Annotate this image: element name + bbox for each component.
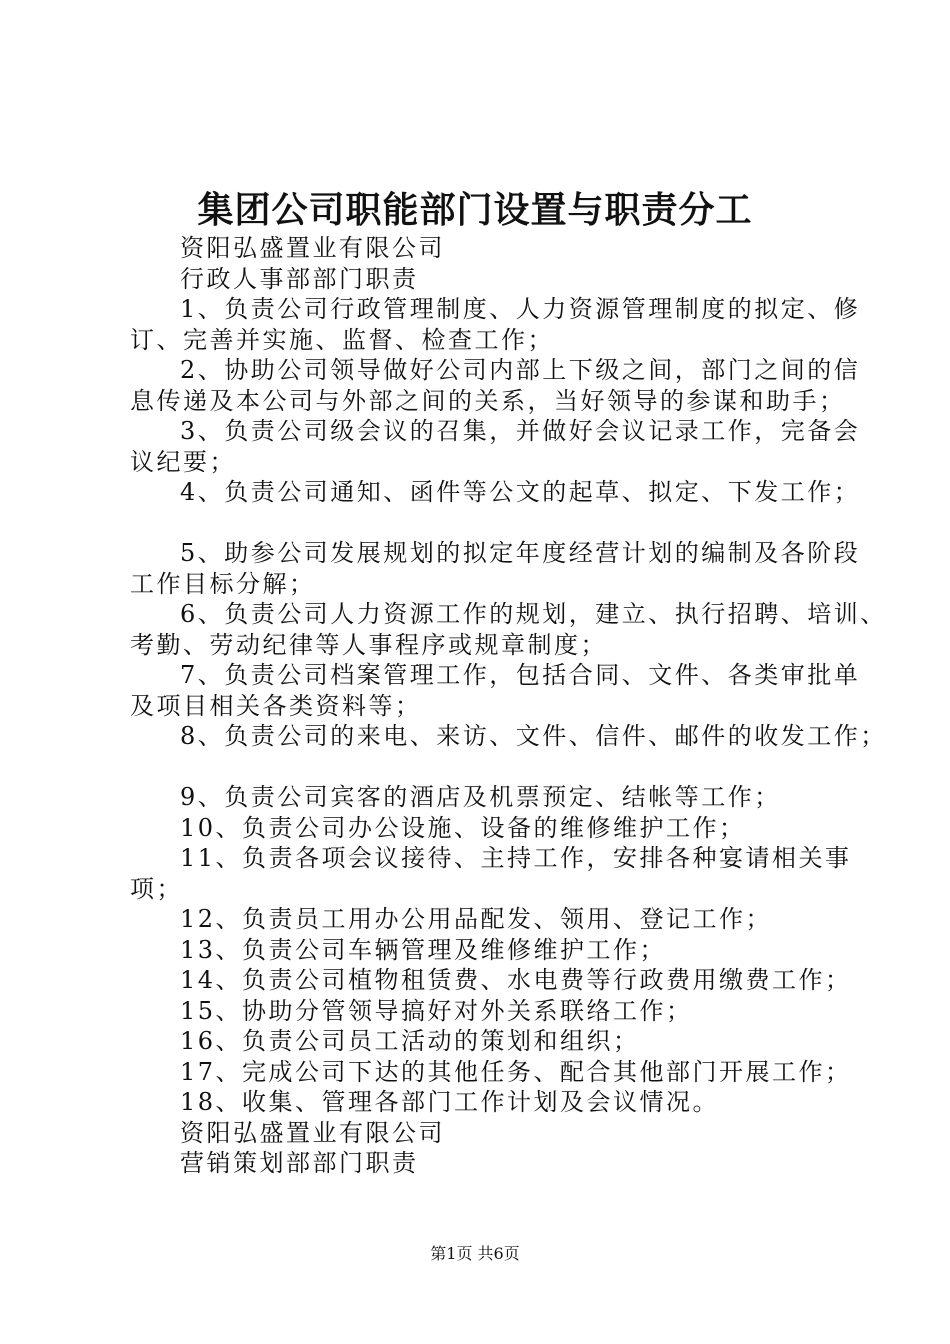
duty-line: 订、完善并实施、监督、检查工作；: [130, 325, 554, 354]
duty-line: 15、协助分管领导搞好对外关系联络工作；: [180, 996, 693, 1025]
duty-line: 3、负责公司级会议的召集，并做好会议记录工作，完备会: [180, 417, 861, 445]
duty-line: 16、负责公司员工活动的策划和组织；: [180, 1027, 640, 1055]
duty-line: 2、协助公司领导做好公司内部上下级之间，部门之间的信: [180, 356, 861, 384]
document-body: [130, 233, 887, 1179]
section-heading-marketing: 营销策划部部门职责: [180, 1149, 419, 1177]
duty-line: 17、完成公司下达的其他任务、配合其他部门开展工作；: [180, 1057, 852, 1086]
duty-line: 11、负责各项会议接待、主持工作，安排各种宴请相关事: [180, 844, 852, 872]
duty-line: 13、负责公司车辆管理及维修维护工作；: [180, 935, 667, 964]
page-number-footer: 第1页 共6页: [430, 1244, 520, 1263]
blank-line: [130, 752, 850, 783]
duty-line: 18、收集、管理各部门工作计划及会议情况。: [180, 1088, 720, 1116]
duty-line: 14、负责公司植物租赁费、水电费等行政费用缴费工作；: [180, 966, 852, 994]
company-name-line: 资阳弘盛置业有限公司: [180, 1118, 445, 1147]
duty-line: 5、助参公司发展规划的拟定年度经营计划的编制及各阶段: [180, 539, 861, 567]
duty-line: 1、负责公司行政管理制度、人力资源管理制度的拟定、修: [180, 295, 861, 323]
duty-line: 6、负责公司人力资源工作的规划，建立、执行招聘、培训、: [180, 600, 887, 628]
duty-line: 工作目标分解；: [130, 569, 316, 598]
duty-line: 10、负责公司办公设施、设备的维修维护工作；: [180, 813, 746, 842]
company-name-line: 资阳弘盛置业有限公司: [180, 234, 445, 262]
duty-line: 及项目相关各类资料等；: [130, 691, 422, 720]
blank-line: [130, 508, 850, 539]
duty-line: 12、负责员工用办公用品配发、领用、登记工作；: [180, 905, 773, 933]
duty-line: 考勤、劳动纪律等人事程序或规章制度；: [130, 630, 607, 659]
duty-line: 项；: [130, 874, 183, 903]
duty-line: 议纪要；: [130, 447, 236, 476]
duty-line: 9、负责公司宾客的酒店及机票预定、结帐等工作；: [180, 783, 781, 811]
duty-line: 4、负责公司通知、函件等公文的起草、拟定、下发工作；: [180, 478, 861, 506]
section-heading-admin-hr: 行政人事部部门职责: [180, 264, 419, 293]
duty-line: 8、负责公司的来电、来访、文件、信件、邮件的收发工作；: [180, 722, 887, 750]
document-title: 集团公司职能部门设置与职责分工: [197, 189, 753, 231]
duty-line: 7、负责公司档案管理工作，包括合同、文件、各类审批单: [180, 661, 861, 689]
duty-line: 息传递及本公司与外部之间的关系，当好领导的参谋和助手；: [130, 386, 846, 415]
